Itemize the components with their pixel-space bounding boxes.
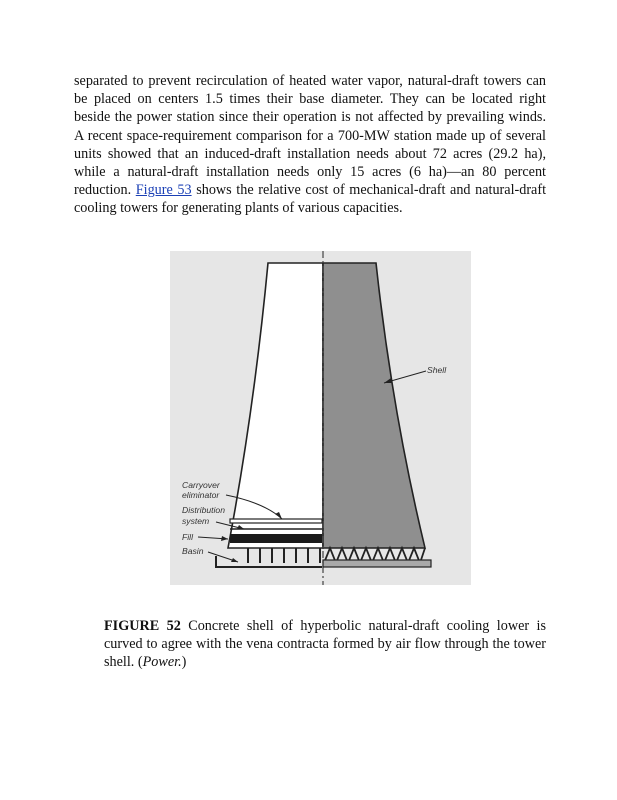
caption-source: Power. bbox=[142, 654, 182, 671]
figure-53-link[interactable]: Figure 53 bbox=[135, 182, 192, 199]
body-text-after-link: shows the relative cost of mechanical-draft and natural-draft cooling towers for generating plants of various capacities. bbox=[74, 182, 547, 217]
caption-close: ) bbox=[181, 654, 187, 671]
label-shell: Shell bbox=[427, 365, 447, 375]
body-text-before-link: separated to prevent recirculation of heated water vapor, natural-draft towers can be placed on centers 1.5 times their base diameter. They can be located right beside the power station since their operation is not affected by prevailing winds. A recent space-requirement comparison for a 700-MW station made up of several units showed that an induced-draft installation needs about 72 acres (29.2 ha), while a natural-draft installation needs only 15 acres (6 ha)—an 80 percent reduction. bbox=[74, 73, 546, 199]
label-basin: Basin bbox=[182, 546, 204, 556]
carryover-eliminator bbox=[230, 519, 322, 523]
basin-right bbox=[323, 560, 431, 567]
label-fill: Fill bbox=[182, 532, 193, 542]
label-distribution-1: Distribution bbox=[182, 505, 225, 515]
caption-text: Concrete shell of hyperbolic natural-draft cooling lower is curved to agree with the vena contracta formed by air flow through the tower shell. ( bbox=[104, 618, 546, 671]
caption-label: FIGURE 52 bbox=[104, 618, 181, 634]
figure-caption bbox=[104, 617, 546, 672]
label-carryover-1: Carryover bbox=[182, 480, 220, 490]
fill-layer bbox=[230, 534, 322, 543]
cooling-tower-diagram bbox=[170, 251, 471, 585]
cooling-tower-figure bbox=[170, 251, 471, 585]
label-distribution-2: system bbox=[182, 516, 210, 526]
body-paragraph bbox=[74, 72, 546, 218]
label-carryover-2: eliminator bbox=[182, 490, 220, 500]
